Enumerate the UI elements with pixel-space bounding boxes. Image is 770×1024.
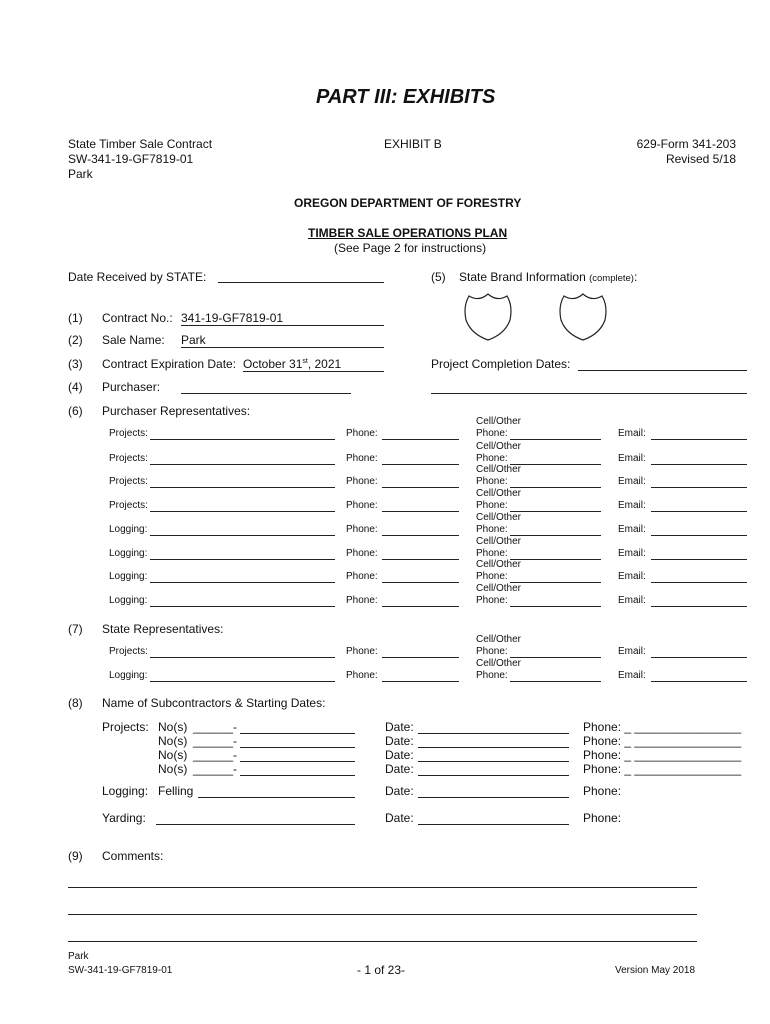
purchaser-rep-cell-field-0[interactable]	[510, 439, 601, 440]
state-rep-cell-field-1[interactable]	[510, 681, 601, 682]
purchaser-rep-email-field-2[interactable]	[651, 487, 747, 488]
subs-projects-label: Projects:	[102, 720, 149, 734]
purchaser-rep-email-field-5[interactable]	[651, 559, 747, 560]
state-rep-name-field-1[interactable]	[150, 681, 335, 682]
purchaser-rep-cell-phone-label-5: Phone:	[476, 548, 508, 559]
item-4-number: (4)	[68, 380, 83, 394]
purchaser-rep-email-label-4: Email:	[618, 524, 646, 535]
purchaser-rep-name-field-1[interactable]	[150, 464, 335, 465]
purchaser-rep-phone-label-0: Phone:	[346, 428, 378, 439]
footer-page-number: - 1 of 23-	[357, 963, 406, 977]
purchaser-rep-name-field-0[interactable]	[150, 439, 335, 440]
purchaser-rep-phone-field-1[interactable]	[382, 464, 459, 465]
brand-label: State Brand Information (complete):	[459, 270, 638, 284]
purchaser-rep-phone-field-3[interactable]	[382, 511, 459, 512]
state-rep-cell-label-0: Cell/Other	[476, 634, 522, 645]
purchaser-rep-name-field-3[interactable]	[150, 511, 335, 512]
brand-shield-icon[interactable]	[463, 290, 513, 344]
footer-sale-name: Park	[68, 951, 89, 962]
purchaser-rep-phone-field-5[interactable]	[382, 559, 459, 560]
sale-name-label: Sale Name:	[102, 333, 165, 347]
item-9-number: (9)	[68, 849, 83, 863]
subcontractors-label: Name of Subcontractors & Starting Dates:	[102, 696, 326, 710]
completion-field[interactable]	[578, 370, 747, 371]
comments-line-3[interactable]	[68, 941, 697, 942]
subs-nos-label-1: No(s)	[158, 734, 188, 748]
purchaser-rep-projects-label-1: Projects:	[109, 453, 148, 464]
purchaser-rep-phone-label-1: Phone:	[346, 453, 378, 464]
purchaser-rep-email-field-0[interactable]	[651, 439, 747, 440]
purchaser-rep-cell-field-1[interactable]	[510, 464, 601, 465]
contract-label: Contract No.:	[102, 311, 173, 325]
subs-name-field-0[interactable]	[240, 733, 355, 734]
purchaser-rep-cell-phone-label-0: Phone:	[476, 428, 508, 439]
state-reps-label: State Representatives:	[102, 622, 224, 636]
state-rep-name-field-0[interactable]	[150, 657, 335, 658]
date-received-label: Date Received by STATE:	[68, 270, 207, 284]
subs-phone-field-3[interactable]: Phone: _ ________________	[583, 762, 742, 776]
purchaser-rep-email-label-0: Email:	[618, 428, 646, 439]
state-rep-cell-phone-label-0: Phone:	[476, 646, 508, 657]
subs-nos-field-2[interactable]: ______-	[193, 748, 238, 762]
purchaser-rep-phone-field-7[interactable]	[382, 606, 459, 607]
comments-line-2[interactable]	[68, 914, 697, 915]
purchaser-rep-projects-label-3: Projects:	[109, 500, 148, 511]
comments-line-1[interactable]	[68, 887, 697, 888]
subs-date-field-2[interactable]	[418, 761, 569, 762]
state-rep-phone-field-1[interactable]	[382, 681, 459, 682]
subs-felling-label: Felling	[158, 784, 194, 798]
subs-name-field-3[interactable]	[240, 775, 355, 776]
purchaser-rep-phone-label-6: Phone:	[346, 571, 378, 582]
purchaser-rep-phone-field-2[interactable]	[382, 487, 459, 488]
subs-date-field-0[interactable]	[418, 733, 569, 734]
state-rep-cell-label-1: Cell/Other	[476, 658, 522, 669]
purchaser-rep-cell-field-6[interactable]	[510, 582, 601, 583]
brand-number: (5)	[431, 270, 446, 284]
subs-nos-field-0[interactable]: ______-	[193, 720, 238, 734]
subs-date-label-2: Date:	[385, 748, 414, 762]
header-revision: Revised 5/18	[665, 152, 736, 166]
purchaser-rep-cell-label-4: Cell/Other	[476, 512, 522, 523]
subs-nos-label-2: No(s)	[158, 748, 188, 762]
purchaser-reps-label: Purchaser Representatives:	[102, 404, 251, 418]
purchaser-rep-name-field-7[interactable]	[150, 606, 335, 607]
purchaser-rep-cell-label-5: Cell/Other	[476, 536, 522, 547]
subs-yarding-label: Yarding:	[102, 811, 146, 825]
purchaser-rep-cell-label-1: Cell/Other	[476, 441, 522, 452]
plan-title: TIMBER SALE OPERATIONS PLAN	[308, 226, 508, 240]
subs-logging-label: Logging:	[102, 784, 149, 798]
purchaser-rep-email-label-7: Email:	[618, 595, 646, 606]
purchaser-rep-email-label-1: Email:	[618, 453, 646, 464]
item-7-number: (7)	[68, 622, 83, 636]
page-title: PART III: EXHIBITS	[316, 86, 496, 108]
subs-date-field-3[interactable]	[418, 775, 569, 776]
subs-nos-label-3: No(s)	[158, 762, 188, 776]
subs-phone-field-2[interactable]: Phone: _ ________________	[583, 748, 742, 762]
purchaser-rep-cell-field-2[interactable]	[510, 487, 601, 488]
item-1-number: (1)	[68, 311, 83, 325]
purchaser-label: Purchaser:	[102, 380, 161, 394]
subs-date-field-1[interactable]	[418, 747, 569, 748]
purchaser-rep-cell-label-0: Cell/Other	[476, 416, 522, 427]
subs-nos-label-0: No(s)	[158, 720, 188, 734]
yarding-name-field[interactable]	[156, 824, 355, 825]
state-rep-projects-label-0: Projects:	[109, 646, 148, 657]
subs-nos-field-1[interactable]: ______-	[193, 734, 238, 748]
state-rep-cell-field-0[interactable]	[510, 657, 601, 658]
purchaser-rep-phone-label-3: Phone:	[346, 500, 378, 511]
subs-phone-field-1[interactable]: Phone: _ ________________	[583, 734, 742, 748]
date-received-field[interactable]	[218, 282, 384, 283]
item-8-number: (8)	[68, 696, 83, 710]
subs-phone-field-0[interactable]: Phone: _ ________________	[583, 720, 742, 734]
yarding-date-label: Date:	[385, 811, 414, 825]
subs-name-field-2[interactable]	[240, 761, 355, 762]
purchaser-rep-cell-field-4[interactable]	[510, 535, 601, 536]
purchaser-rep-logging-label-5: Logging:	[109, 548, 148, 559]
state-rep-logging-label-1: Logging:	[109, 670, 148, 681]
item-6-number: (6)	[68, 404, 83, 418]
purchaser-rep-cell-phone-label-2: Phone:	[476, 476, 508, 487]
felling-name-field[interactable]	[198, 797, 355, 798]
purchaser-rep-email-field-7[interactable]	[651, 606, 747, 607]
completion-field-2[interactable]	[431, 393, 747, 394]
purchaser-rep-projects-label-0: Projects:	[109, 428, 148, 439]
state-rep-cell-phone-label-1: Phone:	[476, 670, 508, 681]
purchaser-rep-email-label-5: Email:	[618, 548, 646, 559]
state-rep-email-label-1: Email:	[618, 670, 646, 681]
header-form-number: 629-Form 341-203	[636, 137, 736, 151]
purchaser-rep-cell-phone-label-6: Phone:	[476, 571, 508, 582]
subs-name-field-1[interactable]	[240, 747, 355, 748]
state-rep-email-field-0[interactable]	[651, 657, 747, 658]
purchaser-rep-projects-label-2: Projects:	[109, 476, 148, 487]
subs-date-label-3: Date:	[385, 762, 414, 776]
purchaser-rep-phone-field-0[interactable]	[382, 439, 459, 440]
purchaser-rep-phone-label-4: Phone:	[346, 524, 378, 535]
purchaser-rep-phone-label-7: Phone:	[346, 595, 378, 606]
felling-date-label: Date:	[385, 784, 414, 798]
header-sale-name: Park	[68, 167, 93, 181]
purchaser-rep-email-field-3[interactable]	[651, 511, 747, 512]
expiration-label: Contract Expiration Date:	[102, 357, 237, 371]
header-contract-number: SW-341-19-GF7819-01	[68, 152, 194, 166]
purchaser-rep-phone-field-6[interactable]	[382, 582, 459, 583]
contract-value[interactable]: 341-19-GF7819-01	[181, 311, 384, 326]
purchaser-rep-email-field-1[interactable]	[651, 464, 747, 465]
plan-subtitle: (See Page 2 for instructions)	[334, 241, 487, 255]
purchaser-rep-cell-label-3: Cell/Other	[476, 488, 522, 499]
header-exhibit: EXHIBIT B	[384, 137, 442, 151]
completion-label: Project Completion Dates:	[431, 357, 571, 371]
state-rep-email-label-0: Email:	[618, 646, 646, 657]
purchaser-rep-cell-phone-label-3: Phone:	[476, 500, 508, 511]
purchaser-rep-cell-phone-label-4: Phone:	[476, 524, 508, 535]
purchaser-rep-name-field-4[interactable]	[150, 535, 335, 536]
brand-shield-icon-2[interactable]	[558, 290, 608, 344]
purchaser-rep-cell-field-5[interactable]	[510, 559, 601, 560]
yarding-phone-label: Phone:	[583, 811, 622, 825]
purchaser-rep-email-label-3: Email:	[618, 500, 646, 511]
purchaser-rep-cell-label-6: Cell/Other	[476, 559, 522, 570]
sale-name-value[interactable]: Park	[181, 333, 384, 348]
expiration-value[interactable]: October 31st, 2021	[243, 357, 384, 372]
purchaser-rep-logging-label-6: Logging:	[109, 571, 148, 582]
purchaser-rep-logging-label-7: Logging:	[109, 595, 148, 606]
purchaser-field[interactable]	[181, 393, 351, 394]
purchaser-rep-cell-phone-label-7: Phone:	[476, 595, 508, 606]
subs-date-label-0: Date:	[385, 720, 414, 734]
footer-version: Version May 2018	[615, 965, 696, 976]
purchaser-rep-name-field-2[interactable]	[150, 487, 335, 488]
subs-nos-field-3[interactable]: ______-	[193, 762, 238, 776]
subs-date-label-1: Date:	[385, 734, 414, 748]
purchaser-rep-phone-field-4[interactable]	[382, 535, 459, 536]
comments-label: Comments:	[102, 849, 164, 863]
purchaser-rep-phone-label-5: Phone:	[346, 548, 378, 559]
purchaser-rep-email-label-2: Email:	[618, 476, 646, 487]
purchaser-rep-email-label-6: Email:	[618, 571, 646, 582]
state-rep-phone-label-0: Phone:	[346, 646, 378, 657]
felling-phone-label: Phone:	[583, 784, 622, 798]
footer-contract-number: SW-341-19-GF7819-01	[68, 965, 173, 976]
state-rep-phone-field-0[interactable]	[382, 657, 459, 658]
purchaser-rep-cell-phone-label-1: Phone:	[476, 453, 508, 464]
purchaser-rep-email-field-6[interactable]	[651, 582, 747, 583]
purchaser-rep-name-field-5[interactable]	[150, 559, 335, 560]
purchaser-rep-email-field-4[interactable]	[651, 535, 747, 536]
purchaser-rep-cell-field-7[interactable]	[510, 606, 601, 607]
item-2-number: (2)	[68, 333, 83, 347]
state-rep-phone-label-1: Phone:	[346, 670, 378, 681]
item-3-number: (3)	[68, 357, 83, 371]
felling-date-field[interactable]	[418, 797, 569, 798]
agency-name: OREGON DEPARTMENT OF FORESTRY	[294, 196, 522, 210]
yarding-date-field[interactable]	[418, 824, 569, 825]
purchaser-rep-logging-label-4: Logging:	[109, 524, 148, 535]
purchaser-rep-cell-label-7: Cell/Other	[476, 583, 522, 594]
purchaser-rep-cell-field-3[interactable]	[510, 511, 601, 512]
purchaser-rep-phone-label-2: Phone:	[346, 476, 378, 487]
header-contract-type: State Timber Sale Contract	[68, 137, 213, 151]
purchaser-rep-cell-label-2: Cell/Other	[476, 464, 522, 475]
purchaser-rep-name-field-6[interactable]	[150, 582, 335, 583]
state-rep-email-field-1[interactable]	[651, 681, 747, 682]
